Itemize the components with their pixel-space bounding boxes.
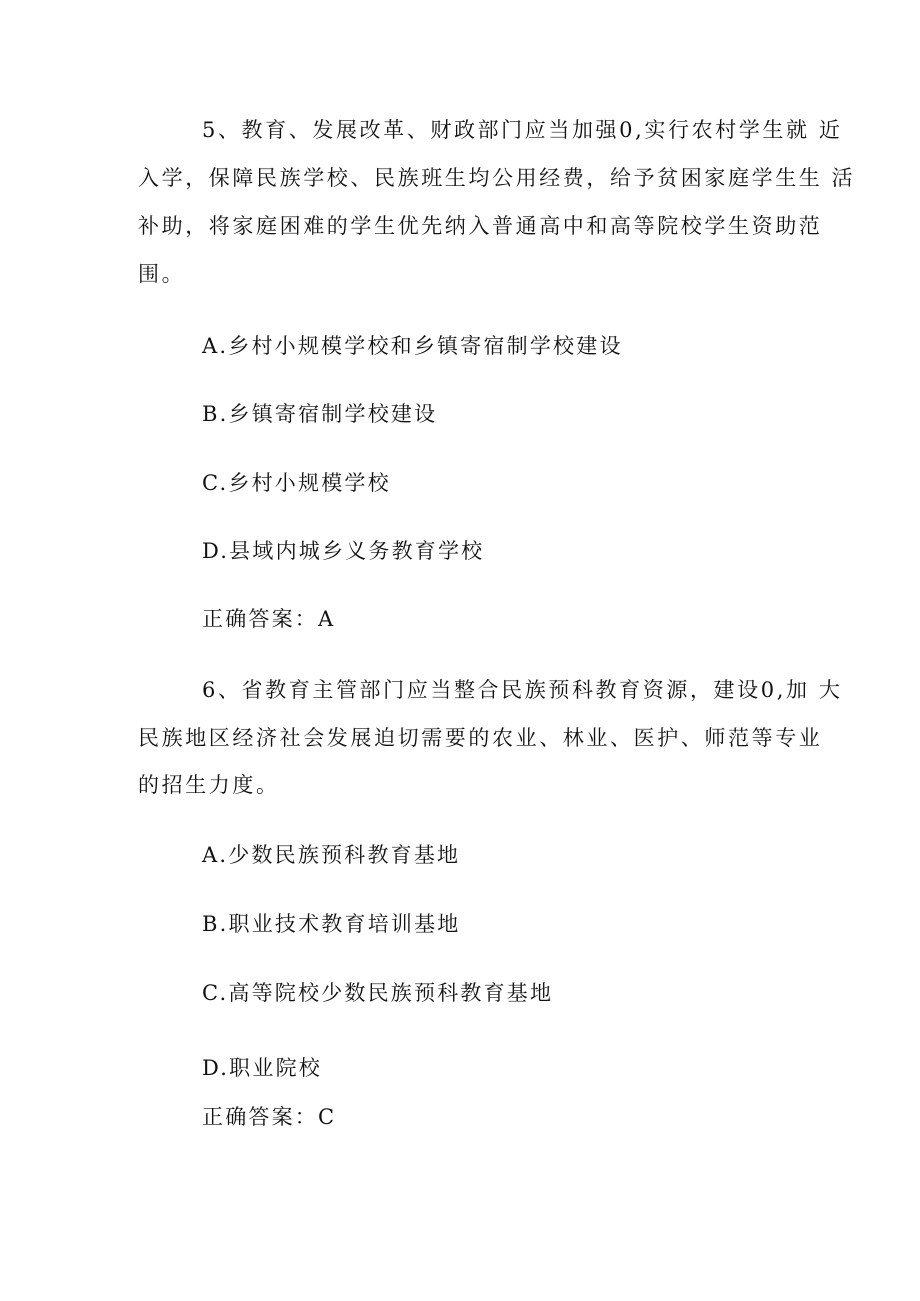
question-6-option-b: B.职业技术教育培训基地 (202, 912, 461, 936)
question-5-line-2: 入学，保障民族学校、民族班生均公用经费，给予贫困家庭学生生 活 (138, 166, 856, 190)
question-5-answer: 正确答案：A (202, 607, 336, 631)
question-5-line-3: 补助，将家庭困难的学生优先纳入普通高中和高等院校学生资助范 (138, 214, 823, 238)
question-5-line-4: 围。 (138, 262, 186, 286)
question-6-option-d: D.职业院校 (202, 1056, 322, 1080)
question-5-option-c: C.乡村小规模学校 (202, 471, 391, 495)
question-5-option-a: A.乡村小规模学校和乡镇寄宿制学校建设 (202, 334, 623, 358)
question-5-option-d: D.县域内城乡义务教育学校 (202, 539, 485, 563)
question-6-answer: 正确答案：C (202, 1105, 337, 1129)
question-5-line-1: 5、教育、发展改革、财政部门应当加强0,实行农村学生就 近 (202, 118, 843, 142)
question-6-option-a: A.少数民族预科教育基地 (202, 843, 461, 867)
question-6-line-2: 民族地区经济社会发展迫切需要的农业、林业、医护、师范等专业 (138, 726, 823, 750)
question-6-line-3: 的招生力度。 (138, 773, 280, 797)
question-6-line-1: 6、省教育主管部门应当整合民族预科教育资源，建设0,加 大 (202, 678, 843, 702)
question-5-option-b: B.乡镇寄宿制学校建设 (202, 402, 438, 426)
question-6-option-c: C.高等院校少数民族预科教育基地 (202, 981, 554, 1005)
